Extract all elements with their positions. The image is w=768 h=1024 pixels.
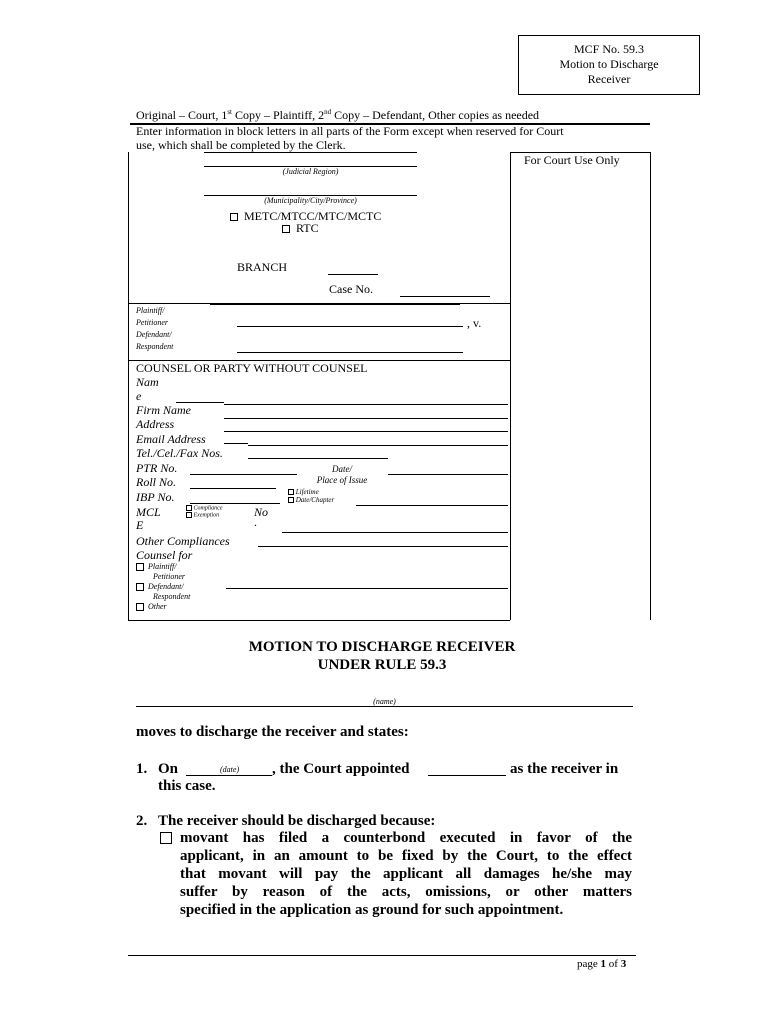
instructions-line2: use, which shall be completed by the Clerk. [136, 138, 346, 152]
counsel-header: COUNSEL OR PARTY WITHOUT COUNSEL [136, 361, 368, 375]
item2-number: 2. [136, 813, 148, 829]
court-box-top [204, 152, 417, 153]
exemption-option[interactable]: Exemption [186, 512, 219, 518]
item2-reason-line4: suffer by reason of the acts, omissions, or other matters [180, 884, 632, 900]
court-option-metc[interactable]: METC/MTCC/MTC/MCTC [230, 209, 381, 224]
ibp-label: IBP No. [136, 490, 175, 504]
date-issue-label: Date/ [332, 464, 352, 474]
counsel-for-defendant-checkbox[interactable] [136, 583, 144, 591]
copies-distribution: Original – Court, 1st Copy – Plaintiff, 2nd Copy – Defendant, Other copies as needed [136, 108, 540, 122]
lifetime-option[interactable]: Lifetime [288, 488, 319, 496]
defendant-field[interactable] [237, 352, 463, 353]
address-label: Address [136, 417, 175, 431]
rtc-checkbox[interactable] [282, 225, 290, 233]
movant-name-field[interactable] [136, 706, 633, 707]
municipality-label: (Municipality/City/Province) [264, 196, 357, 205]
case-no-field[interactable] [400, 296, 490, 297]
counsel-right-border [510, 360, 511, 620]
email-label: Email Address [136, 432, 206, 446]
item1-date-label: (date) [220, 765, 240, 774]
branch-field[interactable] [328, 274, 378, 275]
judicial-region-label: (Judicial Region) [282, 167, 339, 176]
metc-checkbox[interactable] [230, 213, 238, 221]
instructions-line1: Enter information in block letters in all parts of the Form except when reserved for Court [136, 124, 564, 138]
compliance-checkbox[interactable] [186, 505, 192, 511]
court-use-label: For Court Use Only [524, 153, 620, 167]
lifetime-checkbox[interactable] [288, 489, 294, 495]
item2-reason-line5: specified in the application as ground for such appointment. [180, 902, 564, 918]
item1-number: 1. [136, 761, 148, 777]
footer-rule [128, 955, 636, 956]
ibp-date-field[interactable] [356, 505, 508, 506]
page-number: page 1 of 3 [577, 958, 627, 970]
motion-title: MOTION TO DISCHARGE RECEIVER [248, 639, 516, 655]
counsel-for-plaintiff[interactable]: Plaintiff/ [136, 562, 176, 571]
form-title-line2: Receiver [587, 72, 631, 86]
mcle-label-1: MCL [136, 505, 161, 519]
other-compliances-field[interactable] [258, 546, 508, 547]
email-field[interactable] [248, 445, 508, 446]
defendant-label-2: Respondent [136, 342, 174, 351]
item2-reason-line2: applicant, in an amount to be fixed by the Court, to the effect [180, 848, 632, 864]
defendant-label-1: Defendant/ [136, 330, 172, 339]
branch-label: BRANCH [237, 260, 288, 274]
address-field-1[interactable] [224, 418, 508, 419]
parties-right-border [510, 303, 511, 360]
item2-reason-line3: that movant will pay the applicant all damages he/she may [180, 866, 632, 882]
item1-on: On [158, 761, 179, 777]
place-issue-label: Place of Issue [316, 475, 368, 485]
motion-subtitle: UNDER RULE 59.3 [317, 657, 447, 673]
counsel-for-defendant-2: Respondent [153, 592, 191, 601]
firm-name-label: Firm Name [136, 403, 191, 417]
plaintiff-label-2: Petitioner [136, 318, 168, 327]
mcle-field[interactable] [282, 532, 508, 533]
tel-label: Tel./Cel./Fax Nos. [136, 446, 223, 460]
versus-label: , v. [467, 316, 482, 330]
email-field-short[interactable] [224, 443, 248, 444]
ptr-label: PTR No. [136, 461, 178, 475]
counsel-for-defendant[interactable]: Defendant/ [136, 582, 184, 591]
counsel-for-plaintiff-checkbox[interactable] [136, 563, 144, 571]
date-place-field[interactable] [388, 474, 508, 475]
parties-divider [210, 304, 460, 305]
counsel-for-other-checkbox[interactable] [136, 603, 144, 611]
plaintiff-field[interactable] [237, 326, 463, 327]
ptr-field[interactable] [190, 474, 297, 475]
roll-label: Roll No. [136, 475, 177, 489]
exemption-checkbox[interactable] [186, 512, 192, 518]
tel-field[interactable] [248, 458, 388, 459]
court-use-right-border [650, 152, 651, 620]
case-no-label: Case No. [329, 282, 373, 296]
name-label-1: Nam [136, 375, 159, 389]
form-header-bottom-border [128, 620, 510, 621]
item1-court-appointed: , the Court appointed [272, 761, 410, 777]
counsel-for-label: Counsel for [136, 548, 193, 562]
compliance-option[interactable]: Compliance [186, 505, 223, 511]
mcle-label-2: E [136, 518, 144, 532]
mcle-no-label: No [254, 505, 269, 519]
name-label-2: e [136, 389, 142, 403]
item1-line2: this case. [158, 778, 216, 794]
item1-receiver-field[interactable] [428, 775, 506, 776]
other-compliances-label: Other Compliances [136, 534, 230, 548]
item1-receiver-in: as the receiver in [510, 761, 619, 777]
court-use-top-border [510, 152, 650, 153]
address-field-2[interactable] [224, 431, 508, 432]
counsel-for-plaintiff-2: Petitioner [153, 572, 185, 581]
court-box-left [128, 152, 129, 620]
form-title-line1: Motion to Discharge [559, 57, 659, 71]
form-number: MCF No. 59.3 [573, 42, 644, 56]
plaintiff-label-1: Plaintiff/ [136, 306, 165, 315]
item2-reason-line1: movant has filed a counterbond executed in favor of the [180, 830, 632, 846]
firm-name-field[interactable] [224, 404, 508, 405]
roll-field[interactable] [190, 488, 276, 489]
item2-reason-checkbox[interactable] [160, 832, 172, 844]
item1-date-field[interactable] [186, 775, 272, 776]
date-chapter-option[interactable]: Date/Chapter [288, 496, 334, 504]
counsel-for-other[interactable]: Other [136, 602, 167, 611]
moves-statement: moves to discharge the receiver and states: [136, 724, 409, 740]
ibp-field[interactable] [190, 503, 280, 504]
date-chapter-checkbox[interactable] [288, 497, 294, 503]
mcle-no-dot: . [254, 515, 257, 529]
item2-heading: The receiver should be discharged because: [158, 813, 436, 829]
counsel-for-field[interactable] [226, 588, 508, 589]
movant-name-label: (name) [373, 697, 396, 706]
court-option-rtc[interactable]: RTC [282, 221, 319, 236]
